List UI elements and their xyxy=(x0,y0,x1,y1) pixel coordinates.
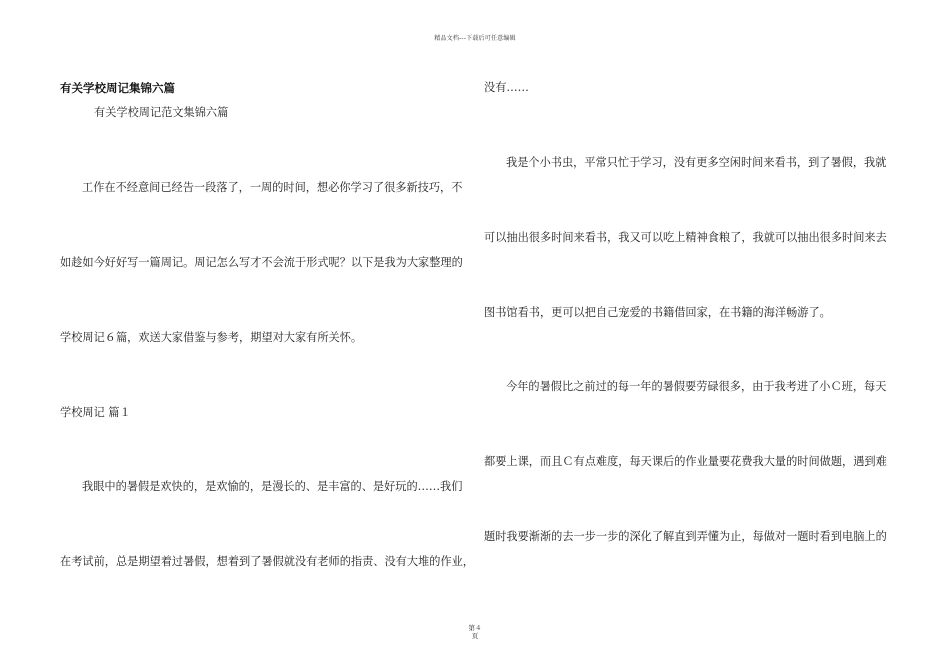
paragraph-line: 可以抽出很多时间来看书，我又可以吃上精神食粮了，我就可以抽出很多时间来去 xyxy=(484,231,887,244)
paragraph-line: 在考试前，总是期望着过暑假，想着到了暑假就没有老师的指责、没有大堆的作业， xyxy=(60,555,474,568)
page-number-line: 第４ xyxy=(468,624,482,632)
document-subtitle: 有关学校周记范文集锦六篇 xyxy=(94,106,229,119)
paragraph-line: 学校周记６篇，欢送大家借鉴与参考，期望对大家有所关怀。 xyxy=(60,331,363,344)
page-number-line: 页 xyxy=(471,632,479,640)
paragraph-line: 如趁如今好好写一篇周记。周记怎么写才不会流于形式呢？以下是我为大家整理的 xyxy=(60,256,463,269)
header-note: 精品文档---下载后可任意编辑 xyxy=(434,35,516,42)
paragraph-line: 没有…… xyxy=(484,81,529,94)
section-heading: 学校周记 篇１ xyxy=(60,406,131,419)
paragraph-line: 图书馆看书，更可以把自己宠爱的书籍借回家，在书籍的海洋畅游了。 xyxy=(484,306,831,319)
paragraph-line: 我眼中的暑假是欢快的，是欢愉的，是漫长的、是丰富的、是好玩的……我们 xyxy=(82,480,463,493)
paragraph-line: 工作在不经意间已经告一段落了，一周的时间，想必你学习了很多新技巧，不 xyxy=(82,181,463,194)
paragraph-line: 题时我要渐渐的去一步一步的深化了解直到弄懂为止，每做对一题时看到电脑上的 xyxy=(484,530,887,543)
page-number xyxy=(0,624,950,640)
paragraph-line: 都要上课，而且Ｃ有点难度，每天课后的作业量要花费我大量的时间做题，遇到难 xyxy=(484,455,887,468)
paragraph-line: 我是个小书虫，平常只忙于学习，没有更多空闲时间来看书，到了暑假，我就 xyxy=(506,156,887,169)
paragraph-line: 今年的暑假比之前过的每一年的暑假要劳碌很多，由于我考进了小Ｃ班，每天 xyxy=(506,380,887,393)
document-title: 有关学校周记集锦六篇 xyxy=(60,81,175,95)
